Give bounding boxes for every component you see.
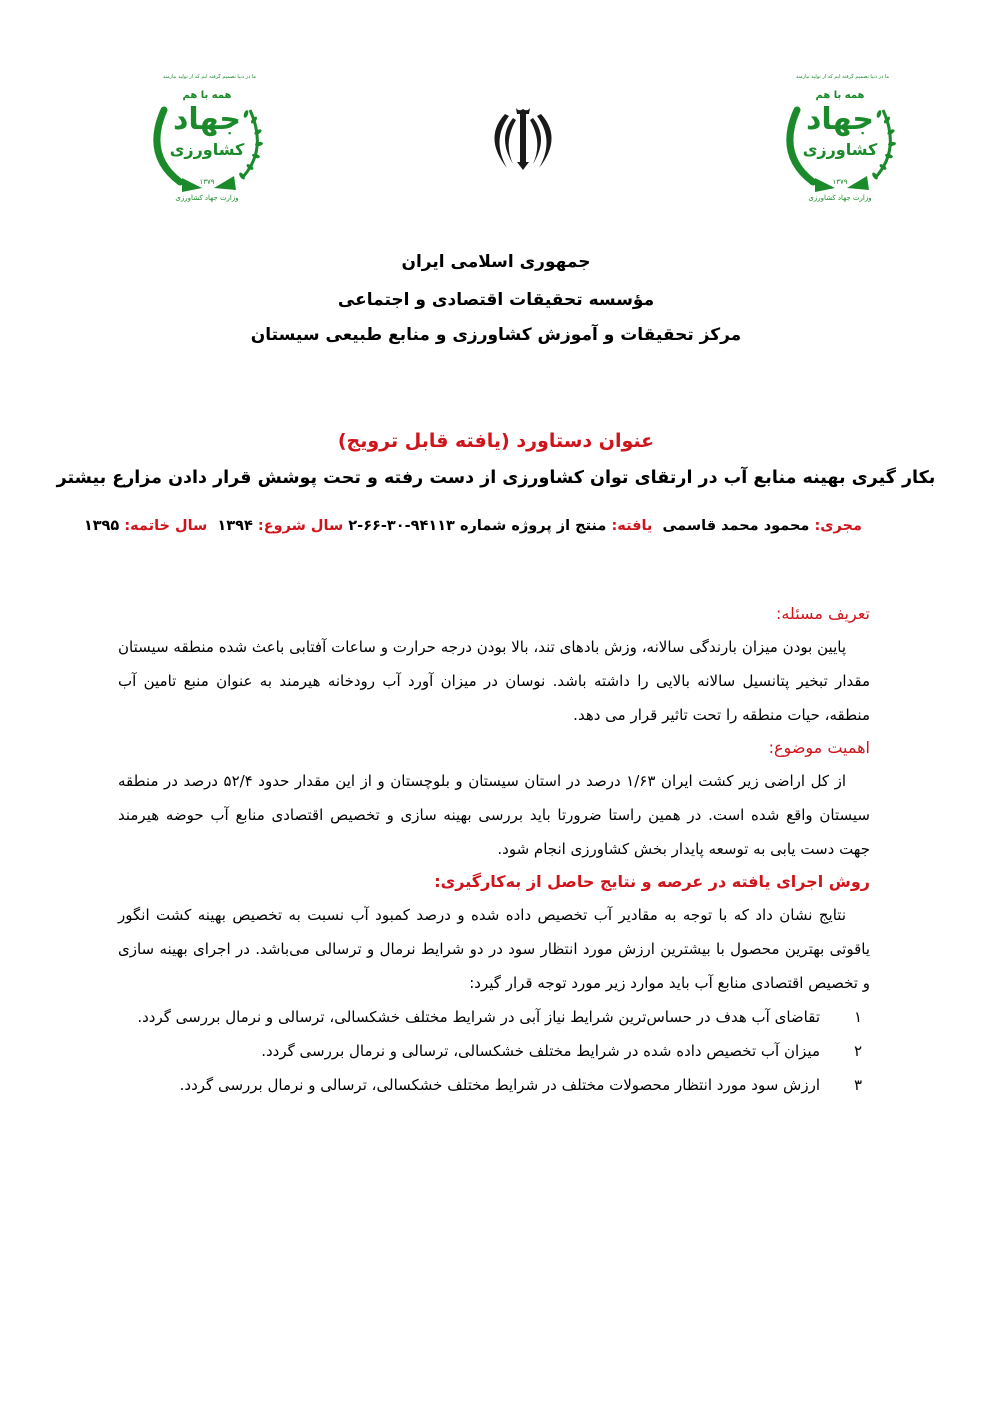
achievement-title-label: عنوان دستاورد (یافته قابل ترویج) bbox=[337, 430, 655, 452]
logo-main-text: جهاد bbox=[172, 102, 242, 137]
executor-label: مجری: bbox=[814, 518, 862, 534]
logo-arc-text: ما در دنیا تصمیم گرفته ایم که از تولید نیازمند bbox=[162, 74, 257, 80]
section-importance bbox=[118, 732, 870, 866]
logo-top-text: همه با هم bbox=[182, 90, 232, 101]
finding-source: منتج از پروژه شماره ۹۴۱۱۳-۳۰-۶۶-۲ bbox=[348, 518, 607, 534]
list-item-text: میزان آب تخصیص داده شده در شرایط مختلف خشکسالی، ترسالی و نرمال بررسی گردد. bbox=[261, 1042, 820, 1060]
logo-year: ۱۳۷۹ bbox=[832, 178, 848, 186]
document-body bbox=[118, 598, 870, 1102]
achievement-title: بکار گیری بهینه منابع آب در ارتقای توان کشاورزی از دست رفته و تحت پوشش قرار دادن مزارع بیشتر bbox=[56, 468, 936, 488]
logo-top-text: همه با هم bbox=[815, 90, 865, 101]
section-method-results bbox=[118, 866, 870, 1102]
project-meta bbox=[83, 518, 862, 534]
logo-sub-text: کشاورزی bbox=[802, 140, 878, 159]
research-center-name: مرکز تحقیقات و آموزش کشاورزی و منابع طبیعی سیستان bbox=[250, 325, 742, 345]
section-heading: اهمیت موضوع: bbox=[768, 738, 870, 757]
logo-bottom-text: وزارت جهاد کشاورزی bbox=[175, 194, 239, 202]
logo-main-text: جهاد bbox=[805, 102, 875, 137]
jahad-keshavarzi-logo-right bbox=[775, 70, 905, 210]
logo-bottom-text: وزارت جهاد کشاورزی bbox=[808, 194, 872, 202]
section-heading: تعریف مسئله: bbox=[775, 604, 870, 623]
executor-name: محمود محمد قاسمی bbox=[662, 518, 810, 534]
start-year-label: سال شروع: bbox=[257, 518, 344, 534]
recommendations-list bbox=[118, 1000, 870, 1102]
logo-arc-text: ما در دنیا تصمیم گرفته ایم که از تولید نیازمند bbox=[795, 74, 890, 80]
list-item bbox=[118, 1068, 870, 1102]
jahad-keshavarzi-logo-left bbox=[142, 70, 272, 210]
end-year-label: سال خاتمه: bbox=[124, 518, 208, 534]
section-text: از کل اراضی زیر کشت ایران ۱/۶۳ درصد در استان سیستان و بلوچستان و از این مقدار حدود ۵۲/۴ درصد در منطقه سیستان واقع شده است. در همین راستا ضرورتا باید بررسی بهینه سازی و تخصیص اقتصادی منابع آب حوضه هیرمند جهت دست یابی به توسعه پایدار بخش کشاورزی انجام شود. bbox=[118, 772, 870, 858]
institute-name: مؤسسه تحقیقات اقتصادی و اجتماعی bbox=[337, 290, 655, 310]
list-item-number: ۳ bbox=[853, 1076, 862, 1094]
list-item bbox=[118, 1000, 870, 1034]
section-heading: روش اجرای یافته در عرصه و نتایج حاصل از به‌کارگیری: bbox=[434, 872, 870, 891]
list-item-number: ۲ bbox=[853, 1042, 862, 1060]
list-item-text: تقاضای آب هدف در حساس‌ترین شرایط نیاز آبی در شرایط مختلف خشکسالی، ترسالی و نرمال بررسی گردد. bbox=[137, 1008, 820, 1026]
iran-emblem-icon bbox=[483, 98, 563, 178]
section-text: پایین بودن میزان بارندگی سالانه، وزش بادهای تند، بالا بودن درجه حرارت و ساعات آفتابی باعث شده منطقه سیستان مقدار تبخیر پتانسیل سالانه بالایی را داشته باشد. نوسان در میزان آورد آب رودخانه هیرمند به عنوان منبع تامین آب منطقه، حیات منطقه را تحت تاثیر قرار می دهد. bbox=[118, 638, 870, 724]
list-item-text: ارزش سود مورد انتظار محصولات مختلف در شرایط مختلف خشکسالی، ترسالی و نرمال بررسی گردد. bbox=[179, 1076, 820, 1094]
section-problem-definition bbox=[118, 598, 870, 732]
logo-sub-text: کشاورزی bbox=[169, 140, 245, 159]
section-text: نتایج نشان داد که با توجه به مقادیر آب تخصیص داده شده و درصد کمبود آب نسبت به تخصیص بهینه کشت انگور یاقوتی بهترین محصول با بیشترین ارزش مورد انتظار سود در دو شرایط نرمال و ترسالی می‌باشد. در اجرای بهینه سازی و تخصیص اقتصادی منابع آب باید موارد زیر مورد توجه قرار گیرد: bbox=[118, 906, 870, 992]
start-year: ۱۳۹۴ bbox=[217, 518, 253, 534]
country-name: جمهوری اسلامی ایران bbox=[401, 252, 591, 272]
list-item bbox=[118, 1034, 870, 1068]
end-year: ۱۳۹۵ bbox=[83, 518, 120, 534]
list-item-number: ۱ bbox=[853, 1008, 862, 1026]
logo-year: ۱۳۷۹ bbox=[199, 178, 215, 186]
finding-label: یافته: bbox=[611, 518, 653, 534]
